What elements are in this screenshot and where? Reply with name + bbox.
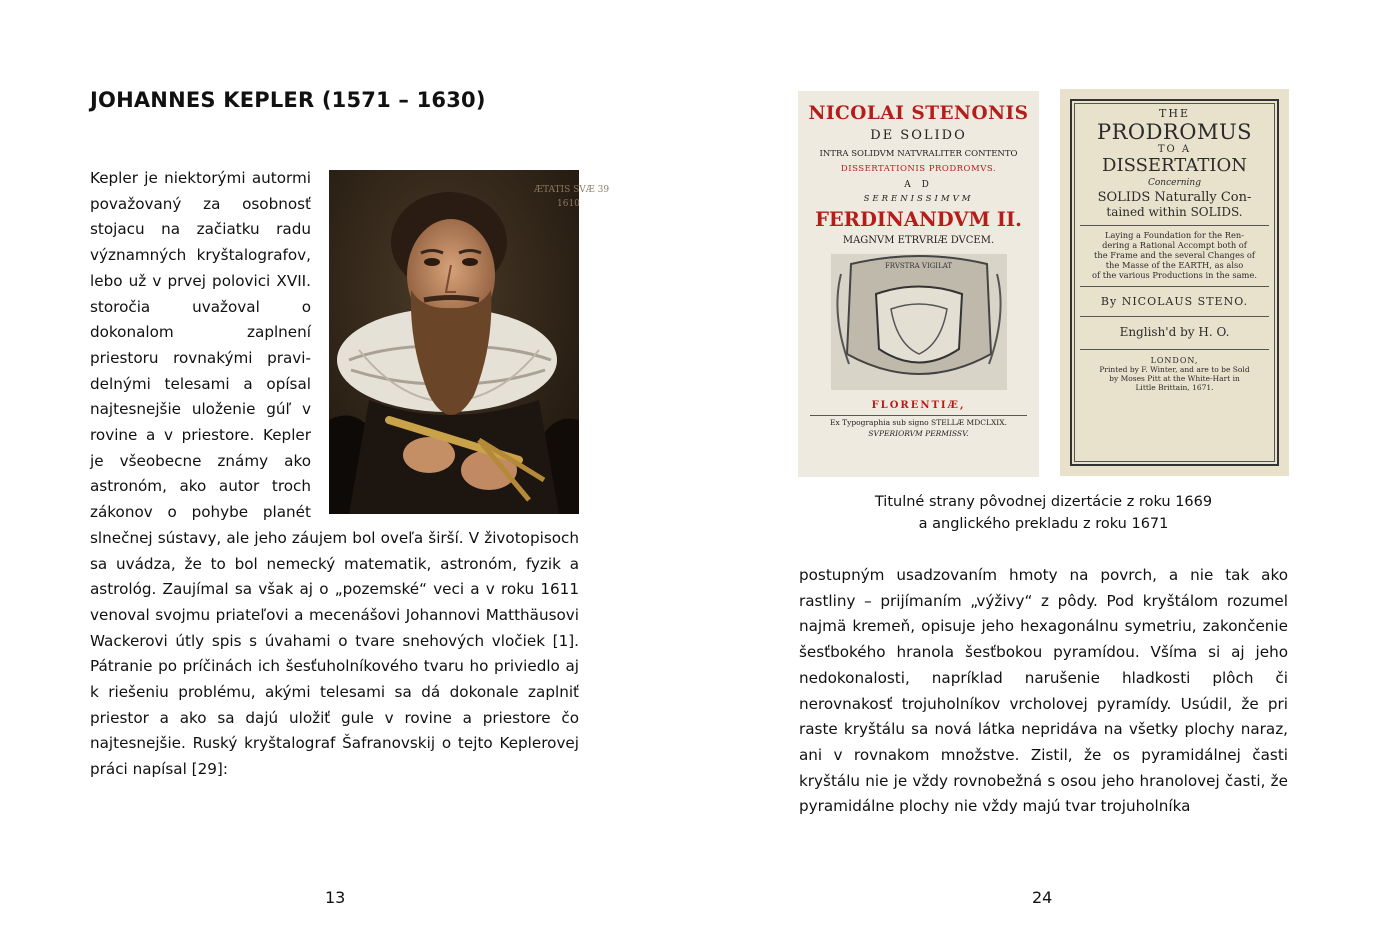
- book1-line: INTRA SOLIDVM NATVRALITER CONTENTO: [819, 149, 1018, 159]
- book2-line: SOLIDS Naturally Con-: [1097, 190, 1252, 205]
- book2-line: the Frame and the several Changes of: [1094, 250, 1255, 260]
- page-number-left: 13: [325, 888, 346, 907]
- book1-line: A D: [904, 180, 933, 190]
- book2-line: DISSERTATION: [1102, 155, 1247, 176]
- book1-line: DE SOLIDO: [870, 128, 967, 143]
- figure-caption: [798, 492, 1289, 535]
- book2-line: Concerning: [1147, 178, 1201, 188]
- caption-line: a anglického prekladu z roku 1671: [918, 515, 1169, 532]
- right-body-text: postupným usadzovaním hmoty na povrch, a nie tak ako rastliny – prijímaním „výživy“ z pôdy. Pod kryštálom rozumel najmä kremeň, opisuje jeho hexagonálnu symetriu, zakončenie šesťbokého hranola šesťbokou pyramídou. Všíma si aj jeho nedokonalosti, napríklad narušenie hladkosti plôch či nerovnakosť trojuholníkov vrcholovej pyramídy. Usúdil, že pri raste kryštálu sa nová látka nepridáva na všetky plochy naraz, ani v rovnakom množstve. Zistil, že os pyramidálnej časti kryštálu nie je vždy rovnobežná s osou jeho hranolovej časti, že pyramidálne plochy nie vždy majú tvar trojuholníka: [799, 566, 1288, 816]
- stenonis-title-page-image: [798, 91, 1039, 477]
- book2-line: dering a Rational Accompt both of: [1102, 240, 1247, 250]
- kepler-portrait-image: [329, 170, 610, 514]
- book2-line: of the various Productions in the same.: [1092, 270, 1257, 280]
- portrait-inscription: ÆTATIS SVÆ 39: [534, 185, 610, 195]
- book1-line: FERDINANDVM II.: [815, 208, 1022, 231]
- right-page: [687, 0, 1374, 949]
- book1-line: Ex Typographia sub signo STELLÆ MDCLXIX.: [830, 418, 1007, 427]
- book2-line: LONDON,: [1150, 356, 1199, 365]
- book2-line: Laying a Foundation for the Ren-: [1104, 230, 1245, 240]
- book1-line: MAGNVM ETRVRIÆ DVCEM.: [842, 235, 995, 246]
- book2-line: THE: [1159, 107, 1190, 120]
- book2-line: tained within SOLIDS.: [1106, 205, 1243, 219]
- book1-line: SERENISSIMVM: [863, 194, 974, 204]
- book2-line: TO A: [1157, 144, 1192, 155]
- book1-line: DISSERTATIONIS PRODROMVS.: [840, 164, 997, 174]
- book2-line: Little Brittain, 1671.: [1135, 383, 1214, 392]
- book1-emblem: [831, 254, 1007, 390]
- book2-line: By NICOLAUS STENO.: [1100, 295, 1249, 308]
- book2-line: by Moses Pitt at the White-Hart in: [1109, 374, 1240, 383]
- left-text-block: [90, 166, 610, 783]
- book2-line: the Masse of the EARTH, as also: [1105, 260, 1244, 270]
- prodromus-title-page-image: [1060, 89, 1289, 476]
- book1-line: FLORENTIÆ,: [871, 400, 966, 411]
- book1-line: SVPERIORVM PERMISSV.: [868, 429, 969, 438]
- book1-line: NICOLAI STENONIS: [808, 103, 1029, 124]
- book2-line: English'd by H. O.: [1119, 325, 1230, 339]
- cartouche-emblem-icon: [831, 254, 1007, 390]
- emblem-motto: FRVSTRA VIGILAT: [884, 262, 953, 270]
- kepler-portrait: [329, 170, 610, 514]
- page-title: JOHANNES KEPLER (1571 – 1630): [90, 88, 486, 112]
- book2-line: Printed by F. Winter, and are to be Sold: [1099, 365, 1250, 374]
- left-body-text: Kepler je niektorými autormi považovaný za osobnosť stojacu na začiatku radu významných kryštalografov, lebo už v prvej polovici XVII. storočia uvažoval o dokonalom zaplnení priestoru rovnakými pravidelnými telesami a opísal najtesnejšie uloženie gúľ v rovine a v priestore. Kepler je všeobecne známy ako astronóm, ako autor troch zákonov o pohybe planét slnečnej sústavy, ale jeho záujem bol oveľa širší. V životopisoch sa uvádza, že to bol nemecký matematik, astronóm, fyzik a astrológ. Zaujímal sa však aj o „pozemské“ veci a v roku 1611 venoval svojmu priateľovi a mecenášovi Johannovi Matthäusovi Wackerovi útly spis s úvahami o tvare snehových vločiek [1]. Pátranie po príčinách ich šesťuholníkového tvaru ho priviedlo aj k riešeniu problému, akými telesami sa dá dokonale zaplniť priestor a ako sa dajú uložiť gule v rovine a priestore čo najtesnejšie. Ruský kryštalograf Šafranovskij o tejto Keplerovej práci napísal [29]:: [90, 169, 579, 779]
- portrait-year: 1610: [557, 199, 580, 209]
- caption-line: Titulné strany pôvodnej dizertácie z roku 1669: [874, 494, 1213, 510]
- page-number-right: 24: [1032, 888, 1053, 907]
- book2-line: PRODROMUS: [1096, 120, 1253, 144]
